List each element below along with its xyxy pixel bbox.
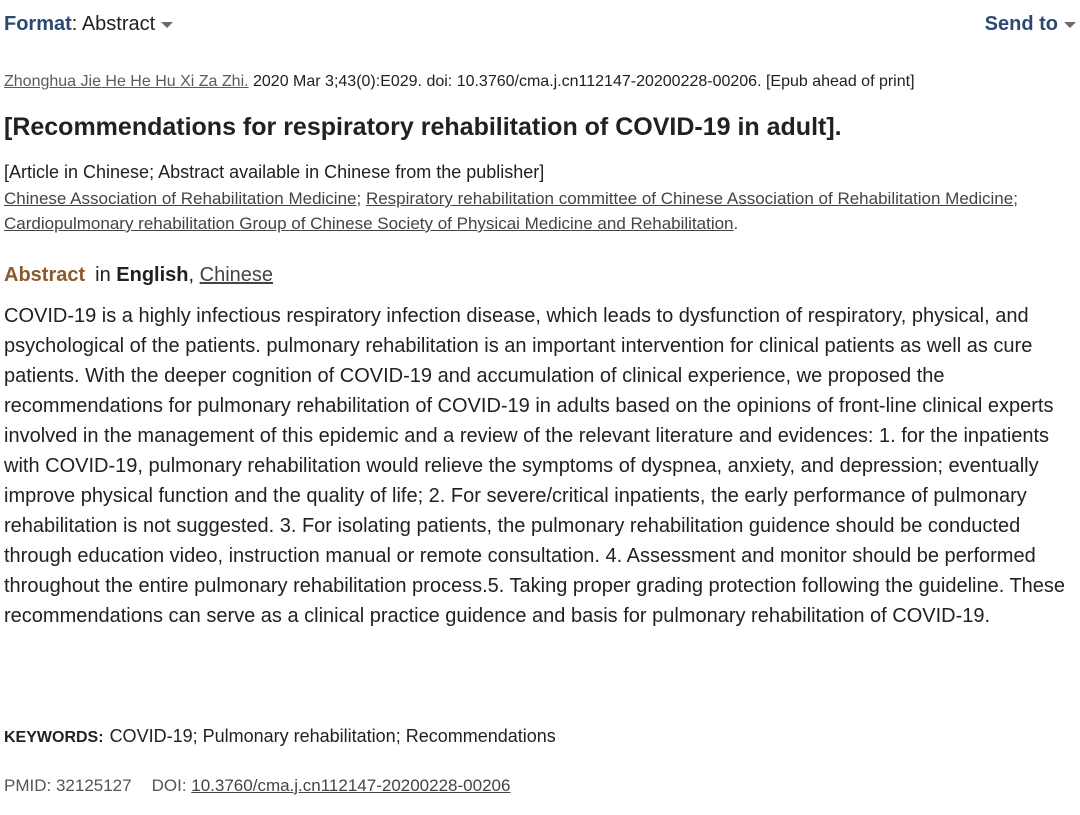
citation <box>4 71 915 93</box>
pmid-value: 32125127 <box>55 776 132 795</box>
abstract-lang-separator: , <box>188 264 200 286</box>
author-separator: ; <box>356 189 366 208</box>
article-identifiers <box>4 774 510 798</box>
abstract-lang-chinese-link[interactable]: Chinese <box>199 264 274 286</box>
top-bar <box>4 10 1076 38</box>
send-to-dropdown[interactable] <box>985 10 1076 38</box>
author-link[interactable]: Chinese Association of Rehabilitation Medicine <box>4 189 357 208</box>
abstract-text: COVID-19 is a highly infectious respiratory infection disease, which leads to dysfunction of respiratory, physical, and psychological of the patients. pulmonary rehabilitation is an important intervention for clinical patients as well as cure patients. With the deeper cognition of COVID-19 and accumulation of clinical experience, we proposed the recommendations for pulmonary rehabilitation of COVID-19 in adults based on the opinions of front-line clinical experts involved in the management of this epidemic and a review of the relevant literature and evidences: 1. for the inpatients with COVID-19, pulmonary rehabilitation would relieve the symptoms of dyspnea, anxiety, and depression; eventually improve physical function and the quality of life; 2. For severe/critical inpatients, the early performance of pulmonary rehabilitation is not suggested. 3. For isolating patients, the pulmonary rehabilitation guidence should be conducted through education video, instruction manual or remote consultation. 4. Assessment and monitor should be performed throughout the entire pulmonary rehabilitation process.5. Taking proper grading protection following the guideline. These recommendations can serve as a clinical practice guidence and basis for pulmonary rehabilitation of COVID-19. <box>4 305 1066 627</box>
keywords <box>4 724 556 750</box>
abstract-in-text: in <box>95 264 117 286</box>
doi-link[interactable]: 10.3760/cma.j.cn112147-20200228-00206 <box>191 776 511 795</box>
format-value: Abstract <box>81 13 156 35</box>
format-separator: : <box>71 13 82 35</box>
author-list <box>4 186 1074 236</box>
author-list-end: . <box>733 214 739 233</box>
language-note: [Article in Chinese; Abstract available in Chinese from the publisher] <box>4 162 545 182</box>
abstract-label: Abstract <box>4 264 86 286</box>
abstract-lang-english: English <box>116 264 189 286</box>
chevron-down-icon <box>1064 22 1076 28</box>
author-link[interactable]: Respiratory rehabilitation committee of Chinese Association of Rehabilitation Medicine <box>365 189 1014 208</box>
abstract-heading <box>4 262 273 288</box>
citation-details: 2020 Mar 3;43(0):E029. doi: 10.3760/cma.j.cn112147-20200228-00206. [Epub ahead of print] <box>248 73 915 90</box>
send-to-label: Send to <box>984 13 1058 35</box>
keywords-text: COVID-19; Pulmonary rehabilitation; Recommendations <box>109 726 556 746</box>
author-separator: ; <box>1013 189 1018 208</box>
journal-link[interactable]: Zhonghua Jie He He Hu Xi Za Zhi. <box>4 73 249 90</box>
page-title: [Recommendations for respiratory rehabilitation of COVID-19 in adult]. <box>4 113 842 141</box>
pmid-label: PMID: <box>4 776 56 795</box>
format-label: Format <box>4 13 72 35</box>
doi-label: DOI: <box>151 776 192 795</box>
chevron-down-icon <box>161 22 173 28</box>
format-dropdown[interactable] <box>4 10 173 38</box>
author-link[interactable]: Cardiopulmonary rehabilitation Group of Chinese Society of Physicai Medicine and Rehabilitation <box>4 214 734 233</box>
keywords-label: KEYWORDS: <box>4 729 104 746</box>
